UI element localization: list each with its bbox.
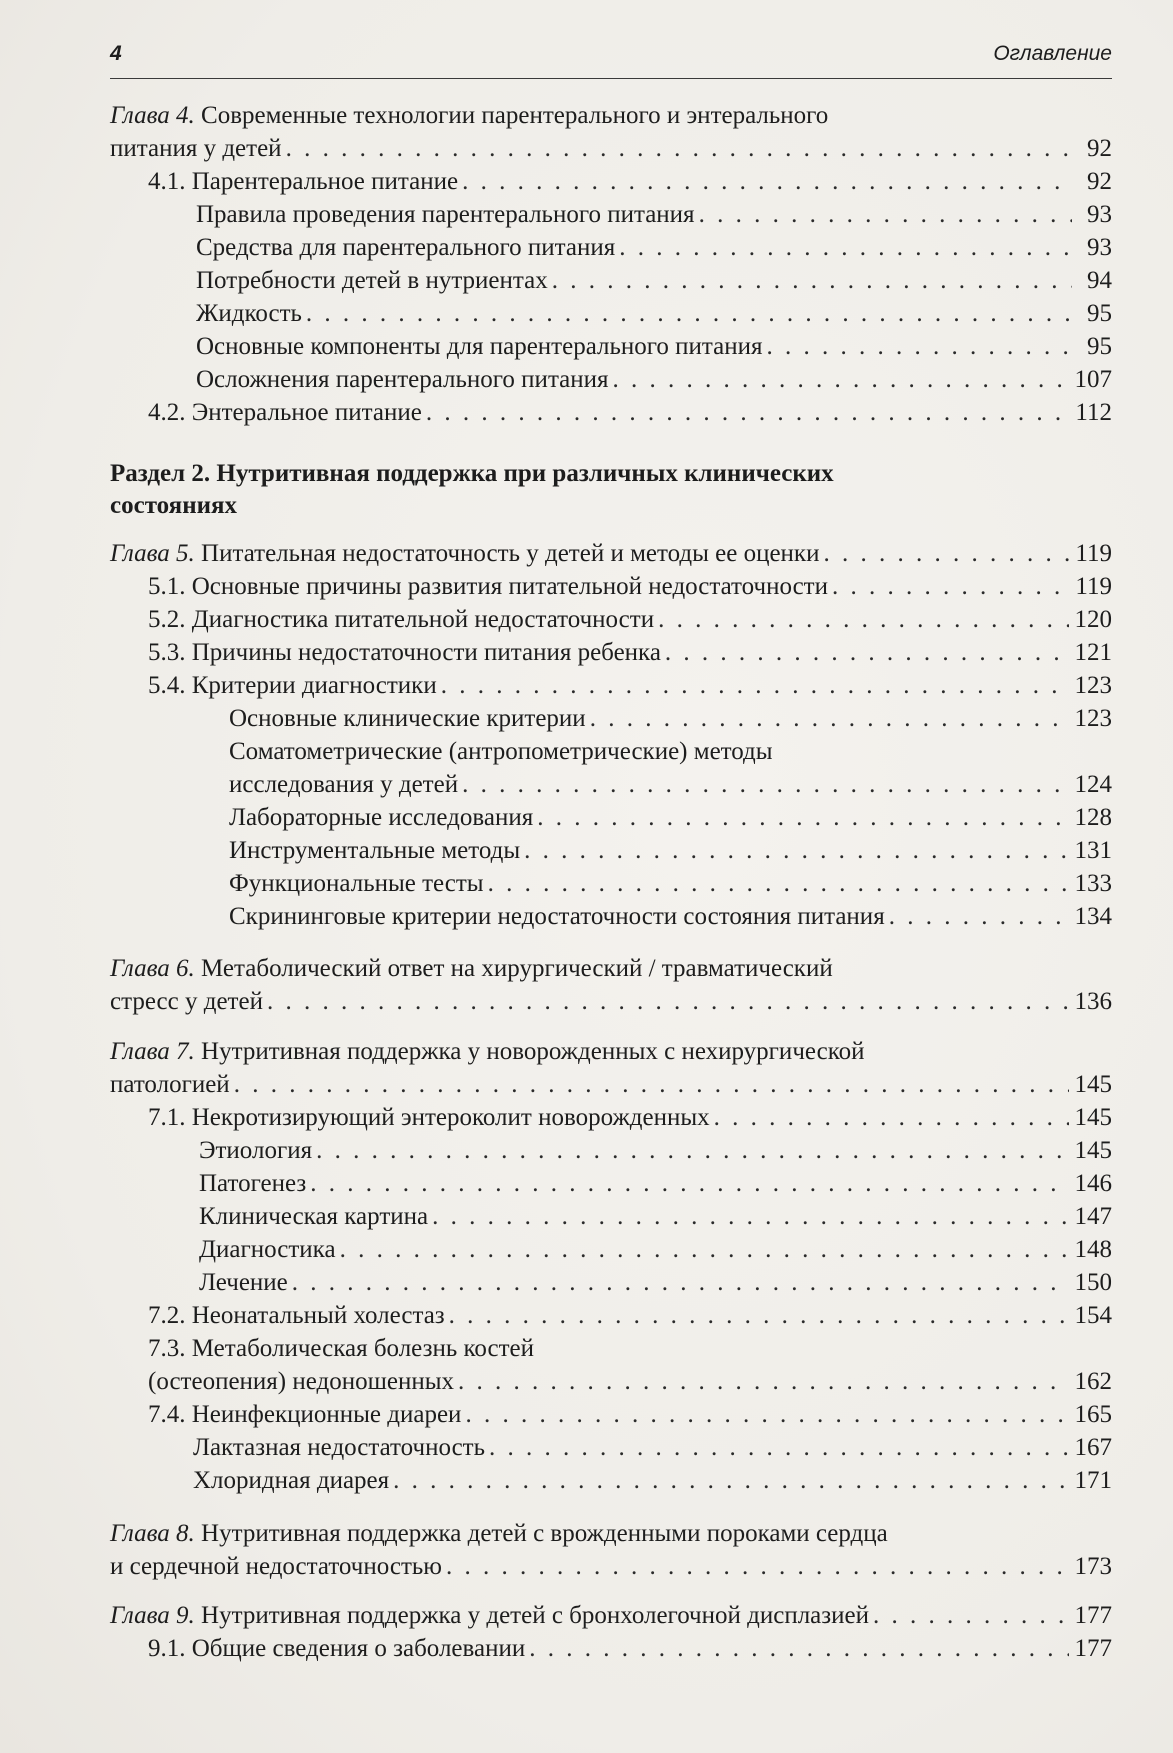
page-ref: 177 [1074,1635,1112,1662]
dot-leader [889,901,1069,933]
dot-leader [529,1633,1068,1665]
dot-leader [832,571,1069,603]
dot-leader [524,835,1068,867]
page-ref: 147 [1074,1203,1112,1230]
dot-leader [552,265,1072,297]
dot-leader [590,703,1069,735]
page-ref: 146 [1074,1170,1112,1197]
entry-title: 4.2. Энтеральное питание [148,399,422,426]
dot-leader [462,769,1068,801]
entry-title: Осложнения парентерального питания [196,366,609,393]
chapter-7-title-line [110,1036,1112,1068]
entry-title: Инструментальные методы [229,837,521,864]
entry-title: Клиническая картина [199,1203,429,1230]
page-ref: 145 [1074,1137,1112,1164]
page-ref: 120 [1074,606,1112,633]
entry-title: Основные компоненты для парентерального питания [196,333,763,360]
chapter-label: Глава 6. [110,955,195,982]
entry-title: 7.1. Некротизирующий энтероколит новорожденных [148,1104,710,1131]
dot-leader [310,1168,1068,1200]
chapter-title: Нутритивная поддержка детей с врожденными пороками сердца [194,1520,888,1547]
page-ref: 167 [1074,1434,1112,1461]
dot-leader [432,1201,1068,1233]
dot-leader [465,1399,1068,1431]
dot-leader [537,802,1068,834]
toc-entry [196,331,1112,363]
dot-leader [306,298,1072,330]
toc-entry [148,397,1112,429]
dot-leader [873,1600,1069,1632]
toc-entry [148,637,1112,669]
toc-entry [199,1234,1112,1266]
entry-title: Лабораторные исследования [229,804,534,831]
dot-leader [234,1069,1069,1101]
dot-leader [393,1465,1068,1497]
page-ref: 119 [1075,540,1112,567]
page-ref: 165 [1074,1401,1112,1428]
page-ref: 93 [1087,201,1112,228]
page-ref: 173 [1074,1553,1112,1580]
page-ref: 128 [1074,804,1112,831]
toc-entry [199,1135,1112,1167]
chapter-title: Современные технологии парентерального и энтерального [194,102,829,129]
toc-entry [229,835,1112,867]
page-ref: 145 [1074,1071,1112,1098]
toc-entry [148,1633,1112,1665]
toc-entry [110,538,1112,570]
chapter-title-cont: патологией [110,1071,230,1098]
toc-entry [229,769,1112,801]
toc-entry [196,298,1112,330]
dot-leader [488,868,1069,900]
page-ref: 134 [1074,903,1112,930]
toc-entry [196,364,1112,396]
toc-entry [199,1267,1112,1299]
page-ref: 119 [1075,573,1112,600]
dot-leader [699,199,1072,231]
entry-title: 5.2. Диагностика питательной недостаточности [148,606,655,633]
entry-title: Правила проведения парентерального питания [196,201,695,228]
page-ref: 150 [1074,1269,1112,1296]
page-number: 4 [110,42,122,65]
dot-leader [340,1234,1069,1266]
toc-entry [110,1551,1112,1583]
page-ref: 93 [1087,234,1112,261]
entry-title: Диагностика [199,1236,336,1263]
dot-leader [441,670,1069,702]
page-ref: 145 [1074,1104,1112,1131]
entry-title: 7.3. Метаболическая болезнь костей [148,1335,534,1362]
chapter-title-cont: стресс у детей [110,988,263,1015]
page-ref: 131 [1074,837,1112,864]
dot-leader [267,986,1069,1018]
dot-leader [458,1366,1068,1398]
section-heading-line2: состояниях [110,492,238,519]
dot-leader [449,1300,1069,1332]
page-ref: 107 [1074,366,1112,393]
dot-leader [658,604,1068,636]
chapter-label: Глава 7. [110,1038,195,1065]
dot-leader [665,637,1069,669]
toc-entry [196,265,1112,297]
entry-title: 4.1. Парентеральное питание [148,168,459,195]
chapter-title-cont: и сердечной недостаточностью [110,1553,442,1580]
entry-title: 5.1. Основные причины развития питательной недостаточности [148,573,828,600]
toc-entry [148,1399,1112,1431]
page-ref: 162 [1074,1368,1112,1395]
entry-title-cont: (остеопения) недоношенных [148,1368,455,1395]
page-ref: 136 [1074,988,1112,1015]
section-heading [110,458,1112,522]
toc-entry [199,1201,1112,1233]
entry-title: Средства для парентерального питания [196,234,616,261]
entry-title: 7.4. Неинфекционные диареи [148,1401,462,1428]
toc-entry [110,986,1112,1018]
toc-entry [193,1465,1112,1497]
page-ref: 148 [1074,1236,1112,1263]
entry-title: Основные клинические критерии [229,705,586,732]
entry-title: Хлоридная диарея [193,1467,390,1494]
entry-title: Скрининговые критерии недостаточности состояния питания [229,903,885,930]
page-ref: 92 [1087,168,1112,195]
toc-entry [148,1102,1112,1134]
chapter-title: Питательная недостаточность у детей и методы ее оценки [194,540,820,567]
page-ref: 94 [1087,267,1112,294]
page-ref: 177 [1074,1602,1112,1629]
toc-entry [148,1300,1112,1332]
entry-title: 7.2. Неонатальный холестаз [148,1302,445,1329]
chapter-label: Глава 8. [110,1520,195,1547]
chapter-label: Глава 9. [110,1602,195,1629]
dot-leader [292,1267,1069,1299]
entry-title: Потребности детей в нутриентах [196,267,548,294]
page-ref: 95 [1087,333,1112,360]
dot-leader [462,166,1072,198]
page-ref: 123 [1074,672,1112,699]
toc-entry [110,1600,1112,1632]
dot-leader [767,331,1073,363]
page-ref: 121 [1074,639,1112,666]
entry-title: Соматометрические (антропометрические) методы [229,738,773,765]
toc-entry [199,1168,1112,1200]
chapter-label: Глава 4. [110,102,195,129]
toc-entry [110,1069,1112,1101]
entry-title-cont: исследования у детей [229,771,459,798]
entry-title: 5.3. Причины недостаточности питания ребенка [148,639,661,666]
dot-leader [613,364,1069,396]
chapter-8-title-line [110,1518,1112,1550]
chapter-title-cont: питания у детей [110,135,282,162]
dot-leader [286,133,1072,165]
page-ref: 154 [1074,1302,1112,1329]
toc-entry [193,1432,1112,1464]
page-ref: 171 [1074,1467,1112,1494]
toc-entry [229,703,1112,735]
entry-title: 9.1. Общие сведения о заболевании [148,1635,526,1662]
entry-title: 5.4. Критерии диагностики [148,672,437,699]
toc-entry [148,1366,1112,1398]
toc-entry [229,802,1112,834]
chapter-4-title-line [110,100,1112,132]
page-ref: 123 [1074,705,1112,732]
page-ref: 92 [1087,135,1112,162]
dot-leader [446,1551,1069,1583]
entry-title: Лечение [199,1269,288,1296]
dot-leader [823,538,1069,570]
dot-leader [316,1135,1068,1167]
toc-entry [196,199,1112,231]
toc-entry [110,133,1112,165]
page-ref: 112 [1075,399,1112,426]
page-ref: 124 [1074,771,1112,798]
entry-title: Лактазная недостаточность [193,1434,486,1461]
toc-entry [148,571,1112,603]
page-ref: 133 [1074,870,1112,897]
dot-leader [714,1102,1069,1134]
dot-leader [426,397,1070,429]
entry-title: Жидкость [196,300,302,327]
dot-leader [619,232,1072,264]
toc-entry [229,868,1112,900]
toc-entry-first-line [229,736,1112,768]
chapter-6-title-line [110,953,1112,985]
chapter-title: Нутритивная поддержка у новорожденных с нехирургической [194,1038,865,1065]
chapter-title: Метаболический ответ на хирургический / травматический [194,955,833,982]
toc-entry [229,901,1112,933]
toc-entry-first-line [148,1333,1112,1365]
entry-title: Этиология [199,1137,313,1164]
entry-title: Функциональные тесты [229,870,484,897]
chapter-title: Нутритивная поддержка у детей с бронхолегочной дисплазией [194,1602,869,1629]
toc-entry [196,232,1112,264]
chapter-label: Глава 5. [110,540,195,567]
toc-entry [148,670,1112,702]
page-ref: 95 [1087,300,1112,327]
section-heading-line1: Раздел 2. Нутритивная поддержка при различных клинических [110,460,834,487]
toc-entry [148,604,1112,636]
entry-title: Патогенез [199,1170,307,1197]
toc-entry [148,166,1112,198]
dot-leader [489,1432,1068,1464]
running-title: Оглавление [993,42,1112,65]
